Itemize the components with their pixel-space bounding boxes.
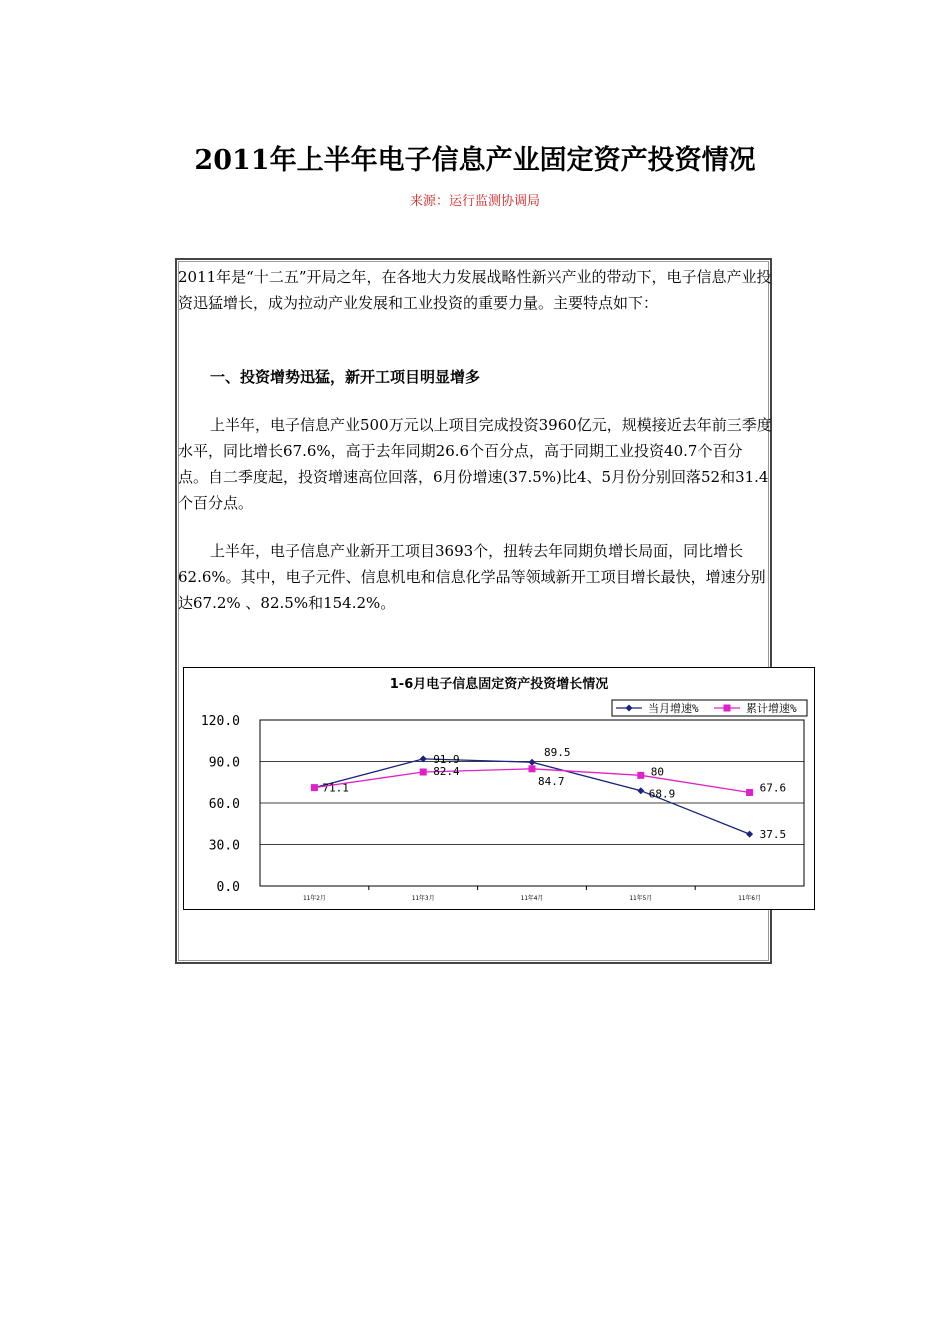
data-label: 37.5 xyxy=(759,828,787,842)
data-label: 89.5 xyxy=(544,746,571,760)
legend-marker xyxy=(724,705,731,712)
data-label: 80 xyxy=(650,765,665,779)
x-tick-label: 11年3月 xyxy=(411,895,435,902)
chart-title: 1-6月电子信息固定资产投资增长情况 xyxy=(389,677,609,692)
y-tick-label: 30.0 xyxy=(208,838,240,854)
y-tick-label: 120.0 xyxy=(200,714,240,729)
data-point xyxy=(420,769,427,776)
x-tick-label: 11年4月 xyxy=(520,895,544,902)
document-title: 2011年上半年电子信息产业固定资产投资情况 xyxy=(194,145,756,176)
chart-legend xyxy=(612,700,807,716)
y-tick-label: 90.0 xyxy=(208,755,240,771)
x-tick-label: 11年6月 xyxy=(738,895,762,902)
data-point xyxy=(311,784,318,791)
y-tick-label: 0.0 xyxy=(216,880,240,895)
chart-svg xyxy=(184,668,814,909)
legend-label: 当月增速% xyxy=(648,702,699,715)
paragraph-new-projects: 上半年，电子信息产业新开工项目3693个，扭转去年同期负增长局面，同比增长62.6%。其中，电子元件、信息机电和信息化学品等领域新开工项目增长最快，增速分别达67.2% 、82.5%和154.2%。 xyxy=(178,542,766,612)
x-tick-label: 11年2月 xyxy=(302,895,326,902)
data-label: 82.4 xyxy=(433,765,460,779)
intro-paragraph: 2011年是“十二五”开局之年，在各地大力发展战略性新兴产业的带动下，电子信息产业投资迅猛增长，成为拉动产业发展和工业投资的重要力量。主要特点如下： xyxy=(178,268,772,312)
data-label: 84.7 xyxy=(538,774,565,788)
source-line: 来源：运行监测协调局 xyxy=(409,194,540,209)
data-point xyxy=(746,789,753,796)
section-heading: 一、投资增势迅猛，新开工项目明显增多 xyxy=(210,368,481,386)
paragraph-investment: 上半年，电子信息产业500万元以上项目完成投资3960亿元，规模接近去年前三季度水平，同比增长67.6%，高于去年同期26.6个百分点，高于同期工业投资40.7个百分点。自二季度起，投资增速高位回落，6月份增速(37.5%)比4、5月份分别回落52和31.4个百分点。 xyxy=(178,416,772,512)
y-tick-label: 60.0 xyxy=(208,797,240,812)
data-label: 71.1 xyxy=(322,781,349,795)
plot-area xyxy=(201,714,804,902)
data-point xyxy=(637,772,644,779)
line-chart xyxy=(183,667,815,910)
data-point xyxy=(529,765,536,772)
data-label: 68.9 xyxy=(648,787,676,801)
x-tick-label: 11年5月 xyxy=(629,895,653,902)
legend-label: 累计增速% xyxy=(746,702,797,715)
data-label: 91.9 xyxy=(433,752,460,766)
data-label: 67.6 xyxy=(759,781,787,795)
